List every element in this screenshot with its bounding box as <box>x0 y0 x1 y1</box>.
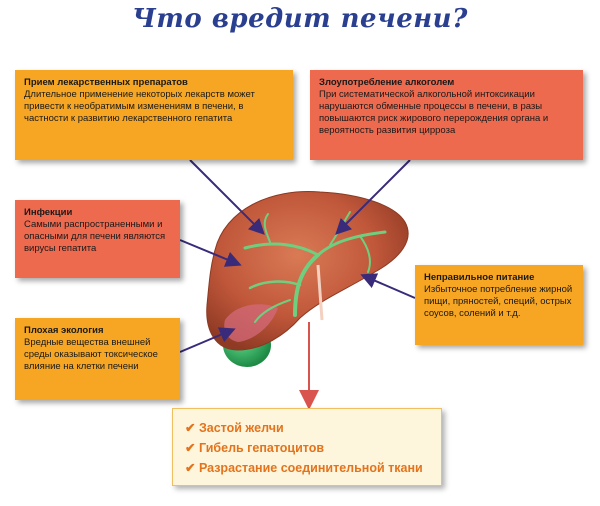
cause-text: Избыточное потребление жирной пищи, пряностей, специй, острых соусов, солений и т.д. <box>424 284 573 319</box>
cause-heading: Неправильное питание <box>424 272 535 283</box>
arrow-drugs <box>190 160 262 232</box>
cause-heading: Злоупотребление алкоголем <box>319 77 455 88</box>
page-title: Что вредит печени? <box>132 4 468 34</box>
result-item-hepatocyte-death: ✔ Гибель гепатоцитов <box>185 441 325 455</box>
cause-box-nutrition <box>415 265 583 345</box>
cause-heading: Прием лекарственных препаратов <box>24 77 188 88</box>
arrow-nutrition <box>364 276 415 298</box>
cause-box-alcohol <box>310 70 583 160</box>
cause-box-drugs <box>15 70 293 160</box>
cause-text: Самыми распространенными и опасными для печени являются вирусы гепатита <box>24 219 166 254</box>
cause-heading: Плохая экология <box>24 325 104 336</box>
cause-heading: Инфекции <box>24 207 73 218</box>
cause-text: Длительное применение некоторых лекарств может привести к необратимым изменениям в печени, в частности к развитию лекарственного гепатита <box>24 89 255 124</box>
results-box <box>172 408 442 486</box>
cause-text: При систематической алкогольной интоксикации нарушаются обменные процессы в печени, в разы повышаются риск жирового перерождения органа и вероятность развития цирроза <box>319 89 549 136</box>
result-item-bile-stasis: ✔ Застой желчи <box>185 421 284 435</box>
cause-text: Вредные вещества внешней среды оказывают токсическое влияние на клетки печени <box>24 337 158 372</box>
cause-box-ecology <box>15 318 180 400</box>
result-item-fibrosis: ✔ Разрастание соединительной ткани <box>185 461 423 475</box>
cause-box-infection <box>15 200 180 278</box>
